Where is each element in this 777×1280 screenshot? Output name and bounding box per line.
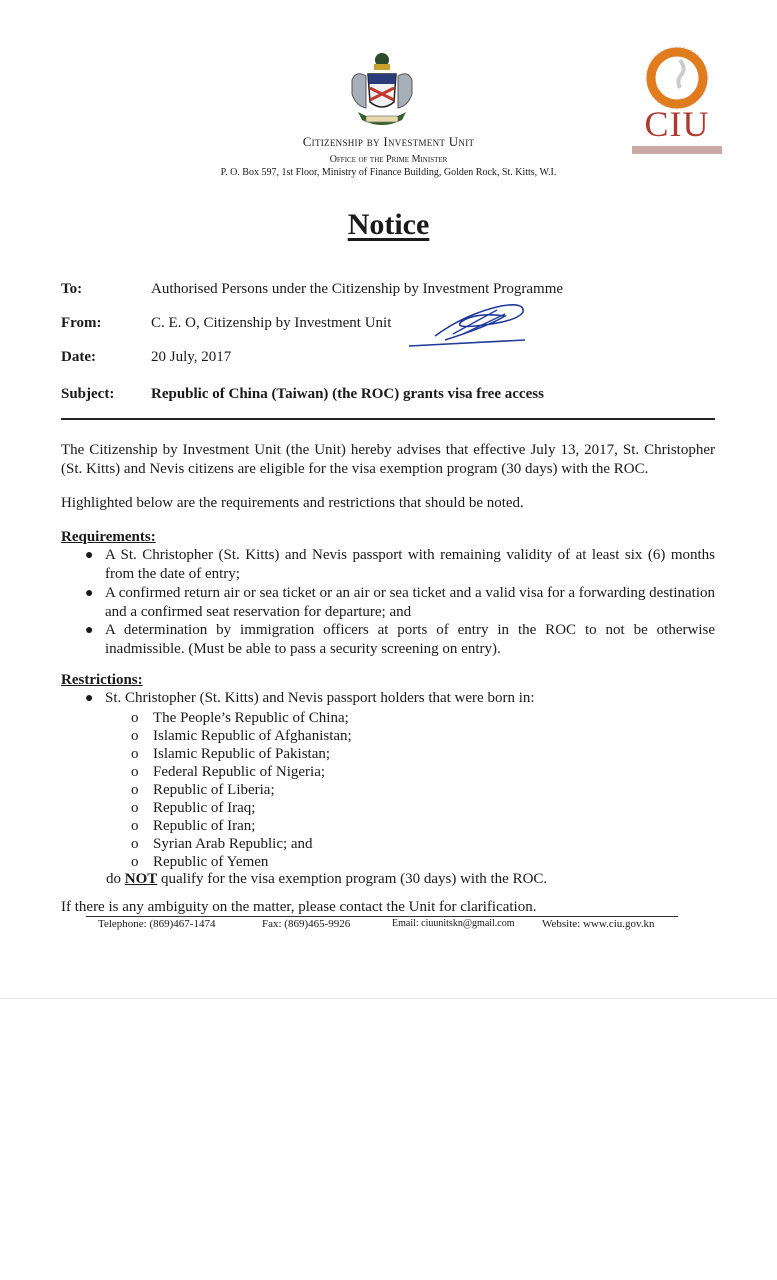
country-item: o Islamic Republic of Afghanistan;: [131, 728, 352, 744]
from-label: From:: [61, 315, 102, 331]
subject-value: Republic of China (Taiwan) (the ROC) grants visa free access: [151, 386, 544, 402]
circle-bullet-icon: o: [131, 818, 139, 834]
intro-paragraph: The Citizenship by Investment Unit (the Unit) hereby advises that effective July 13, 2017, St. Christopher (St. Kitts) and Nevis citizens are eligible for the visa exemption program (30 days) with the ROC.: [61, 442, 715, 477]
country-item: o Islamic Republic of Pakistan;: [131, 746, 331, 762]
country-item: o Republic of Iraq;: [131, 800, 256, 816]
circle-bullet-icon: o: [131, 854, 139, 870]
unit-address: P. O. Box 597, 1st Floor, Ministry of Finance Building, Golden Rock, St. Kitts, W.I.: [220, 167, 557, 178]
to-value: Authorised Persons under the Citizenship by Investment Programme: [151, 281, 564, 297]
bullet-icon: ●: [85, 586, 94, 601]
circle-bullet-icon: o: [131, 728, 139, 744]
country-item: o The People’s Republic of China;: [131, 710, 349, 726]
date-label: Date:: [61, 349, 96, 365]
circle-bullet-icon: o: [131, 710, 139, 726]
circle-bullet-icon: o: [131, 782, 139, 798]
restrictions-heading: Restrictions:: [61, 672, 143, 688]
ciu-logo-text: CIU: [644, 104, 710, 144]
requirements-heading: Requirements:: [61, 529, 156, 545]
country-item: o Republic of Yemen: [131, 854, 269, 870]
unit-office: Office of the Prime Minister: [329, 154, 448, 165]
circle-bullet-icon: o: [131, 800, 139, 816]
country-item: o Republic of Liberia;: [131, 782, 275, 798]
footer-divider: [86, 916, 678, 917]
circle-bullet-icon: o: [131, 836, 139, 852]
country-item: o Republic of Iran;: [131, 818, 256, 834]
subject-label: Subject:: [61, 386, 115, 402]
unit-name: Citizenship by Investment Unit: [302, 134, 475, 149]
header-divider: [61, 418, 715, 420]
footer-fax: Fax: (869)465-9926: [262, 918, 351, 930]
highlight-paragraph: Highlighted below are the requirements and restrictions that should be noted.: [61, 495, 524, 511]
coat-of-arms-icon: [344, 50, 420, 132]
final-line: If there is any ambiguity on the matter, please contact the Unit for clarification.: [61, 899, 537, 915]
to-label: To:: [61, 281, 83, 297]
circle-bullet-icon: o: [131, 764, 139, 780]
from-value: C. E. O, Citizenship by Investment Unit: [151, 315, 392, 331]
notice-title: Notice: [347, 208, 430, 241]
footer-website: Website: www.ciu.gov.kn: [542, 918, 655, 930]
restrictions-closing: do NOT qualify for the visa exemption program (30 days) with the ROC.: [106, 871, 548, 887]
circle-bullet-icon: o: [131, 746, 139, 762]
footer-email: Email: ciuunitskn@gmail.com: [392, 918, 515, 929]
document-page: CIU Citizenship by Investment Unit Office of the Prime Minister P. O. Box 597, 1st Floor, Ministry of Finance Building, Golden Rock, St. Kitts, W.I. Notice To: Authorised Persons under the Citizenship by Investment Programme From: C. E. O, Citizenship by Investment Unit Date: 20 July, 2017 Subject: Republic of China (Taiwan) (the ROC) grants visa free access The Citizenship by Investment Unit (the Unit) hereby advises that effective July 13, 2017, St. Christopher (St. Kitts) and Nevis citizens are eligible for the visa exemption program (30 days) with the ROC. Highlighted below are the requirements and restrictions that should be noted. Requirements: ● A St. Christopher (St. Kitts) and Nevis passport with remaining validity of at least six (6) months from the date of entry; ● A confirmed return air or sea ticket or an air or sea ticket and a valid visa for a forwarding destination and a confirmed seat reservation for departure; and ● A determination by immigration officers at ports of entry in the ROC to not be otherwise inadmissible. (Must be able to pass a security screening on entry). Restrictions: ● St. Christopher (St. Kitts) and Nevis passport holders that were born in: o The People’s Republic of China; o Islamic Republic of Afghanistan; o Islamic Republic of Pakistan; o Federal Republic of Nigeria; o Republic of Liberia; o Republic of Iraq; o Republic of Iran; o Syrian Arab Republic; and o Republic of Yemen do NOT qualify for the visa exemption program (30 days) with the ROC. If there is any ambiguity on the matter, please contact the Unit for clarification. Telephone: (869)467-1474 Fax: (869)465-9926 Email: ciuunitskn@gmail.com Website: www.ciu.gov.kn: [0, 0, 777, 999]
bullet-icon: ●: [85, 623, 94, 638]
date-value: 20 July, 2017: [151, 349, 232, 365]
country-item: o Syrian Arab Republic; and: [131, 836, 313, 852]
country-item: o Federal Republic of Nigeria;: [131, 764, 326, 780]
not-emphasis: NOT: [124, 871, 158, 887]
signature-icon: [405, 296, 531, 352]
bullet-icon: ●: [85, 548, 94, 563]
bullet-icon: ●: [85, 691, 94, 706]
footer-telephone: Telephone: (869)467-1474: [98, 918, 216, 930]
